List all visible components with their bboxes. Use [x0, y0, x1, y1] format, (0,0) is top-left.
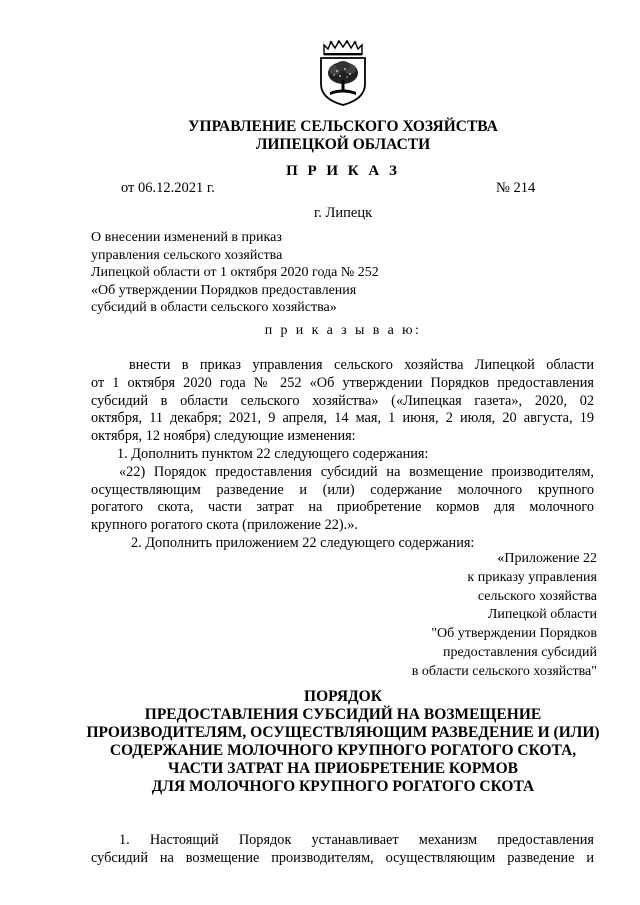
- document-number: № 214: [496, 180, 536, 196]
- body-line: «22) Порядок предоставления субсидий на возмещение производителям,: [119, 463, 594, 480]
- order-title-line: ПОРЯДОК: [304, 688, 382, 705]
- appendix-line: предоставления субсидий: [442, 644, 597, 660]
- document-type-title: П Р И К А З: [286, 163, 400, 179]
- subject-line: Липецкой области от 1 октября 2020 года № 252: [91, 265, 379, 280]
- point-1-line: 1. Настоящий Порядок устанавливает механизм предоставления: [119, 832, 594, 848]
- appendix-line: "Об утверждении Порядков: [431, 626, 597, 642]
- appendix-line: сельского хозяйства: [477, 588, 597, 604]
- coat-of-arms-icon: [318, 40, 368, 106]
- point-1: [91, 832, 594, 868]
- document-city: г. Липецк: [314, 205, 373, 221]
- point-1-line: субсидий на возмещение производителям, осуществляющим разведение и: [91, 849, 594, 866]
- subject-line: О внесении изменений в приказ: [91, 230, 282, 245]
- subject-line: «Об утверждении Порядков предоставления: [91, 282, 357, 298]
- order-title-line: СОДЕРЖАНИЕ МОЛОЧНОГО КРУПНОГО РОГАТОГО СКОТА,: [109, 742, 577, 759]
- subject-line: субсидий в области сельского хозяйства»: [91, 300, 337, 315]
- body-line: крупного рогатого скота (приложение 22).».: [91, 517, 358, 534]
- subject-line: управления сельского хозяйства: [91, 247, 283, 263]
- organization-name: [0, 118, 640, 154]
- appendix-line: «Приложение 22: [497, 551, 597, 566]
- order-title-line: ДЛЯ МОЛОЧНОГО КРУПНОГО РОГАТОГО СКОТА: [151, 778, 535, 795]
- body-line: рогатого скота, части затрат на приобретение кормов для молочного: [91, 499, 594, 516]
- order-title-line: ПРОИЗВОДИТЕЛЯМ, ОСУЩЕСТВЛЯЮЩИМ РАЗВЕДЕНИЕ И (ИЛИ): [86, 724, 600, 741]
- prikazyvayu-heading: п р и к а з ы в а ю:: [264, 323, 422, 338]
- appendix-header: [412, 550, 597, 682]
- appendix-line: Липецкой области: [487, 607, 597, 623]
- order-title-line: ЧАСТИ ЗАТРАТ НА ПРИОБРЕТЕНИЕ КОРМОВ: [167, 760, 519, 777]
- body-line: октября, 12 ноября) следующие изменения:: [91, 428, 356, 445]
- body-line: внести в приказ управления сельского хозяйства Липецкой области: [129, 357, 594, 373]
- body-line: 2. Дополнить приложением 22 следующего содержания:: [131, 534, 475, 551]
- order-body: [91, 357, 594, 553]
- appendix-line: в области сельского хозяйства": [411, 663, 597, 679]
- body-line: 1. Дополнить пунктом 22 следующего содержания:: [117, 445, 429, 462]
- order-title-line: ПРЕДОСТАВЛЕНИЯ СУБСИДИЙ НА ВОЗМЕЩЕНИЕ: [144, 706, 542, 723]
- organization-name-line2: ЛИПЕЦКОЙ ОБЛАСТИ: [255, 136, 431, 153]
- body-line: октября, 11 декабря; 2021, 9 апреля, 14 мая, 1 июня, 2 июля, 20 августа, 19: [91, 410, 594, 427]
- organization-name-line1: УПРАВЛЕНИЕ СЕЛЬСКОГО ХОЗЯЙСТВА: [188, 118, 498, 135]
- body-line: субсидий в области сельского хозяйства» («Липецкая газета», 2020, 02: [91, 392, 594, 409]
- body-line: осуществляющим разведение и (или) содержание молочного крупного: [91, 481, 594, 498]
- order-title: [0, 688, 640, 796]
- appendix-line: к приказу управления: [467, 569, 597, 585]
- document-subject: [91, 229, 379, 317]
- body-line: от 1 октября 2020 года № 252 «Об утверждении Порядков предоставления: [91, 374, 594, 391]
- document-date: от 06.12.2021 г.: [121, 180, 215, 196]
